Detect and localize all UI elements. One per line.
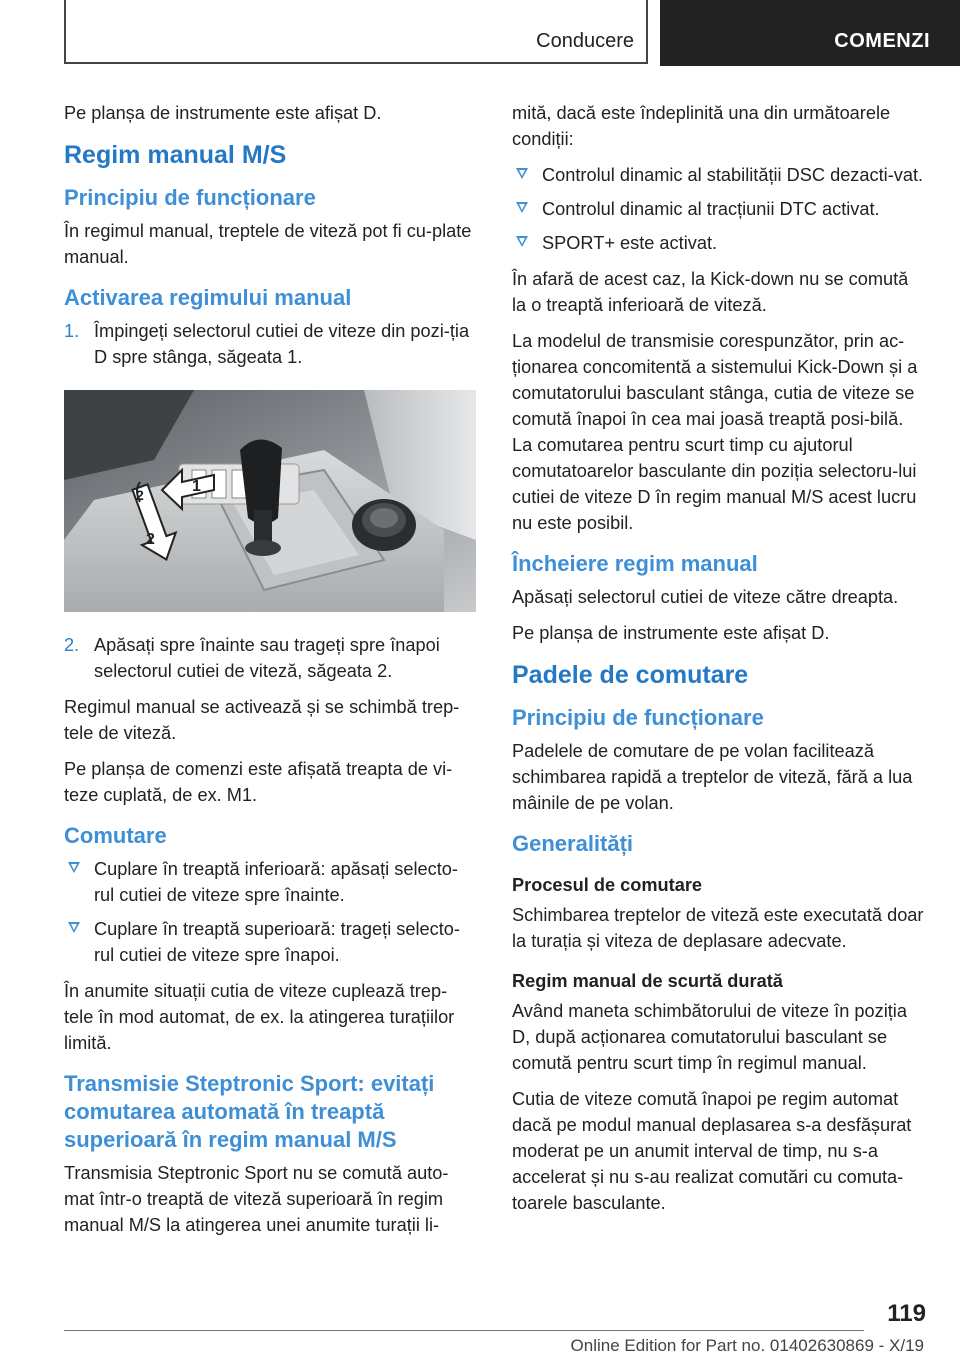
triangle-bullet-icon <box>68 922 80 933</box>
comutare-list <box>64 856 476 968</box>
arrow-2-top-label: 2 <box>136 487 144 503</box>
step-number: 2. <box>64 635 80 655</box>
heading-activare: Activarea regimului manual <box>64 285 352 310</box>
heading-principiu-padele: Principiu de funcționare <box>512 705 764 730</box>
paragraph: mită, dacă este îndeplinită una din următoarele condiții: <box>512 103 891 149</box>
list-item-text: SPORT+ este activat. <box>542 233 718 253</box>
arrow-1-label: 1 <box>192 478 201 495</box>
triangle-bullet-icon <box>516 202 528 213</box>
step-item <box>64 318 476 370</box>
footer-rule <box>64 1330 864 1331</box>
paragraph: Cutia de viteze comută înapoi pe regim automat dacă pe modul manual deplasarea s-a desfășurat moderat pe un anumit interval de timp, nu s-a accelerat și nu s-au realizat comutări cu comuta‐toarele basculante. <box>512 1089 912 1213</box>
footer-edition: Online Edition for Part no. 01402630869 - X/19 <box>570 1336 924 1355</box>
heading-comutare: Comutare <box>64 823 167 848</box>
header-bottom-rule <box>64 62 648 64</box>
header-section <box>66 0 646 62</box>
gear-selector-photo <box>64 390 476 612</box>
paragraph: În anumite situații cutia de viteze cuplează trep‐tele în mod automat, de ex. la atingerea turațiilor limită. <box>64 981 455 1053</box>
header-chapter-title: COMENZI <box>834 30 930 52</box>
paragraph: În regimul manual, treptele de viteză pot fi cu‐plate manual. <box>64 221 472 267</box>
paragraph: Pe planșa de instrumente este afișat D. <box>512 623 830 643</box>
arrow-2-label: 2 <box>146 531 155 548</box>
list-item <box>512 196 924 222</box>
triangle-bullet-icon <box>516 236 528 247</box>
header-divider <box>646 0 648 64</box>
header-section-title: Conducere <box>536 30 634 52</box>
heading-padele: Padele de comutare <box>512 661 749 689</box>
steps-list <box>64 318 476 370</box>
paragraph: Apăsați selectorul cutiei de viteze către dreapta. <box>512 587 899 607</box>
list-item-text: Controlul dinamic al tracțiunii DTC activat. <box>542 199 880 219</box>
paragraph: Având maneta schimbătorului de viteze în poziția D, după acționarea comutatorului basculant se comută pentru scurt timp în regimul manual. <box>512 1001 907 1073</box>
list-item <box>64 916 476 968</box>
list-item <box>512 230 924 256</box>
paragraph: Padelele de comutare de pe volan facilitează schimbarea rapidă a treptelor de viteză, fără a lua mâinile de pe volan. <box>512 741 913 813</box>
heading-regim-manual: Regim manual M/S <box>64 141 287 169</box>
header-chapter-tab <box>660 0 960 66</box>
step-number: 1. <box>64 321 80 341</box>
paragraph: Pe planșa de instrumente este afișat D. <box>64 103 382 123</box>
page-number: 119 <box>887 1300 926 1327</box>
heading-scurta-durata: Regim manual de scurtă durată <box>512 971 783 991</box>
list-item-text: Controlul dinamic al stabilității DSC dezacti‐vat. <box>542 165 924 185</box>
list-item <box>512 162 924 188</box>
triangle-bullet-icon <box>68 862 80 873</box>
step-item <box>64 632 476 684</box>
paragraph: Schimbarea treptelor de viteză este executată doar la turația și viteza de deplasare adecvate. <box>512 905 924 951</box>
steps-list <box>64 632 476 684</box>
list-item-text: Cuplare în treaptă superioară: trageți selecto‐rul cutiei de viteze spre înapoi. <box>94 919 460 965</box>
step-text: Împingeți selectorul cutiei de viteze din pozi‐ția D spre stânga, săgeata 1. <box>94 321 470 367</box>
right-column <box>512 100 924 1226</box>
paragraph: În afară de acest caz, la Kick-down nu se comută la o treaptă inferioară de viteză. <box>512 269 909 315</box>
step-text: Apăsați spre înainte sau trageți spre înapoi selectorul cutiei de viteză, săgeata 2. <box>94 635 440 681</box>
list-item <box>64 856 476 908</box>
heading-steptronic: Transmisie Steptronic Sport: evitați comutarea automată în treaptă superioară în regim manual M/S <box>64 1071 435 1152</box>
conditions-list <box>512 162 924 256</box>
left-column <box>64 100 476 1248</box>
heading-generalitati: Generalități <box>512 831 634 856</box>
triangle-bullet-icon <box>516 168 528 179</box>
paragraph: Transmisia Steptronic Sport nu se comută auto‐mat într-o treaptă de viteză superioară în regim manual M/S la atingerea unei anumite turații li‐ <box>64 1163 449 1235</box>
paragraph: Regimul manual se activează și se schimbă trep‐tele de viteză. <box>64 697 460 743</box>
heading-principiu: Principiu de funcționare <box>64 185 316 210</box>
list-item-text: Cuplare în treaptă inferioară: apăsați selecto‐rul cutiei de viteze spre înainte. <box>94 859 458 905</box>
paragraph: La modelul de transmisie corespunzător, prin ac‐ționarea concomitentă a sistemului Kick-Down și a comutatorului basculant stânga, cutia de viteze se comută înapoi în cea mai joasă treaptă posi‐bilă. La comutarea pentru scurt timp cu ajutorul comutatoarelor basculante din poziția selectoru‐lui cutiei de viteze D în regim manual M/S acest lucru nu este posibil. <box>512 331 918 533</box>
heading-procesul: Procesul de comutare <box>512 875 703 895</box>
paragraph: Pe planșa de comenzi este afișată treapta de vi‐teze cuplată, de ex. M1. <box>64 759 453 805</box>
heading-incheiere: Încheiere regim manual <box>512 551 758 576</box>
